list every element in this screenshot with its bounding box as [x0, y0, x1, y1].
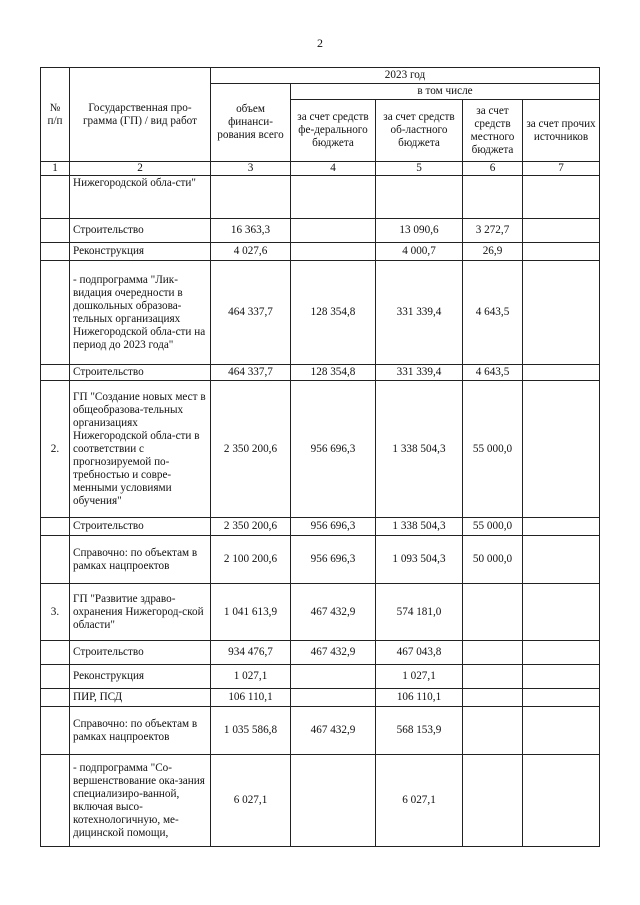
- column-index-row: [41, 162, 600, 176]
- row-num: 3.: [41, 584, 70, 641]
- table-row: [41, 176, 600, 219]
- row-regional: 574 181,0: [376, 584, 463, 641]
- row-name: Строительство: [70, 641, 211, 665]
- index-cell: 7: [523, 162, 600, 176]
- page-number: 2: [317, 36, 323, 50]
- row-other: [523, 518, 600, 536]
- row-other: [523, 755, 600, 847]
- row-num: [41, 665, 70, 689]
- row-local: 4 643,5: [463, 261, 523, 365]
- row-federal: 956 696,3: [291, 381, 376, 518]
- table-row: [41, 518, 600, 536]
- row-num: [41, 536, 70, 584]
- table-row: [41, 665, 600, 689]
- row-regional: 331 339,4: [376, 261, 463, 365]
- table-row: [41, 381, 600, 518]
- row-other: [523, 707, 600, 755]
- row-other: [523, 381, 600, 518]
- row-federal: [291, 243, 376, 261]
- row-total: [211, 176, 291, 219]
- row-other: [523, 665, 600, 689]
- row-federal: [291, 665, 376, 689]
- row-other: [523, 219, 600, 243]
- row-regional: 13 090,6: [376, 219, 463, 243]
- row-regional: 568 153,9: [376, 707, 463, 755]
- header-year: 2023 год: [211, 68, 600, 84]
- row-num: [41, 176, 70, 219]
- row-other: [523, 536, 600, 584]
- row-total: 464 337,7: [211, 261, 291, 365]
- row-num: [41, 755, 70, 847]
- row-total: 16 363,3: [211, 219, 291, 243]
- row-other: [523, 584, 600, 641]
- row-total: 2 350 200,6: [211, 381, 291, 518]
- row-name: Строительство: [70, 365, 211, 381]
- row-federal: [291, 219, 376, 243]
- row-name: ГП "Развитие здраво-охранения Нижегород-ской области": [70, 584, 211, 641]
- table-row: [41, 584, 600, 641]
- row-total: 1 041 613,9: [211, 584, 291, 641]
- table-row: [41, 689, 600, 707]
- header-other: за счет прочих источников: [523, 100, 600, 162]
- row-regional: 467 043,8: [376, 641, 463, 665]
- row-other: [523, 261, 600, 365]
- row-name: Нижегородской обла-сти": [70, 176, 211, 219]
- index-cell: 3: [211, 162, 291, 176]
- row-federal: 128 354,8: [291, 365, 376, 381]
- header-regional: за счет средств об-ластного бюджета: [376, 100, 463, 162]
- row-regional: 1 027,1: [376, 665, 463, 689]
- row-total: 6 027,1: [211, 755, 291, 847]
- row-num: [41, 243, 70, 261]
- row-federal: 128 354,8: [291, 261, 376, 365]
- row-name: Реконструкция: [70, 243, 211, 261]
- header-name: Государственная про-грамма (ГП) / вид работ: [70, 68, 211, 162]
- header-federal: за счет средств фе-дерального бюджета: [291, 100, 376, 162]
- row-num: [41, 518, 70, 536]
- row-total: 106 110,1: [211, 689, 291, 707]
- row-num: [41, 261, 70, 365]
- row-name: Строительство: [70, 518, 211, 536]
- row-total: 934 476,7: [211, 641, 291, 665]
- row-regional: [376, 176, 463, 219]
- row-local: [463, 665, 523, 689]
- row-local: [463, 641, 523, 665]
- index-cell: 4: [291, 162, 376, 176]
- row-federal: [291, 689, 376, 707]
- row-total: 4 027,6: [211, 243, 291, 261]
- index-cell: 1: [41, 162, 70, 176]
- row-regional: 1 338 504,3: [376, 518, 463, 536]
- row-regional: 106 110,1: [376, 689, 463, 707]
- row-regional: 1 338 504,3: [376, 381, 463, 518]
- header-num: № п/п: [41, 68, 70, 162]
- row-total: 2 350 200,6: [211, 518, 291, 536]
- table-row: [41, 536, 600, 584]
- index-cell: 2: [70, 162, 211, 176]
- row-num: [41, 365, 70, 381]
- row-federal: 956 696,3: [291, 518, 376, 536]
- row-local: [463, 584, 523, 641]
- row-regional: 4 000,7: [376, 243, 463, 261]
- row-total: 464 337,7: [211, 365, 291, 381]
- row-local: 50 000,0: [463, 536, 523, 584]
- row-local: [463, 755, 523, 847]
- row-federal: 956 696,3: [291, 536, 376, 584]
- row-name: Строительство: [70, 219, 211, 243]
- row-total: 1 027,1: [211, 665, 291, 689]
- row-num: [41, 641, 70, 665]
- row-name: - подпрограмма "Со-вершенствование ока-зания специализиро-ванной, включая высо-котехнологичную, ме-дицинской помощи,: [70, 755, 211, 847]
- row-name: Реконструкция: [70, 665, 211, 689]
- header-total: объем финанси-рования всего: [211, 84, 291, 162]
- row-federal: 467 432,9: [291, 641, 376, 665]
- row-name: ГП "Создание новых мест в общеобразова-тельных организациях Нижегородской обла-сти в соответствии с прогнозируемой по-требностью и совре-менными условиями обучения": [70, 381, 211, 518]
- table-row: [41, 243, 600, 261]
- row-num: [41, 219, 70, 243]
- row-name: ПИР, ПСД: [70, 689, 211, 707]
- header-in-that-number: в том числе: [291, 84, 600, 100]
- row-name: Справочно: по объектам в рамках нацпроектов: [70, 707, 211, 755]
- row-federal: 467 432,9: [291, 584, 376, 641]
- row-other: [523, 689, 600, 707]
- index-cell: 6: [463, 162, 523, 176]
- row-federal: [291, 176, 376, 219]
- row-regional: 1 093 504,3: [376, 536, 463, 584]
- row-total: 2 100 200,6: [211, 536, 291, 584]
- row-total: 1 035 586,8: [211, 707, 291, 755]
- table-row: [41, 755, 600, 847]
- row-local: [463, 689, 523, 707]
- row-name: - подпрограмма "Лик-видация очередности в дошкольных образова-тельных организациях Нижегородской обла-сти на период до 2023 года": [70, 261, 211, 365]
- row-local: [463, 707, 523, 755]
- row-other: [523, 641, 600, 665]
- row-other: [523, 243, 600, 261]
- row-num: [41, 707, 70, 755]
- row-other: [523, 176, 600, 219]
- financing-table: [40, 67, 600, 847]
- row-num: [41, 689, 70, 707]
- row-num: 2.: [41, 381, 70, 518]
- row-federal: 467 432,9: [291, 707, 376, 755]
- row-local: [463, 176, 523, 219]
- table-row: [41, 641, 600, 665]
- row-federal: [291, 755, 376, 847]
- table-row: [41, 261, 600, 365]
- row-regional: 331 339,4: [376, 365, 463, 381]
- row-local: 55 000,0: [463, 381, 523, 518]
- row-name: Справочно: по объектам в рамках нацпроектов: [70, 536, 211, 584]
- row-local: 55 000,0: [463, 518, 523, 536]
- table-row: [41, 365, 600, 381]
- header-local: за счет средств местного бюджета: [463, 100, 523, 162]
- table-row: [41, 219, 600, 243]
- row-other: [523, 365, 600, 381]
- row-local: 26,9: [463, 243, 523, 261]
- row-regional: 6 027,1: [376, 755, 463, 847]
- index-cell: 5: [376, 162, 463, 176]
- table-row: [41, 707, 600, 755]
- row-local: 4 643,5: [463, 365, 523, 381]
- row-local: 3 272,7: [463, 219, 523, 243]
